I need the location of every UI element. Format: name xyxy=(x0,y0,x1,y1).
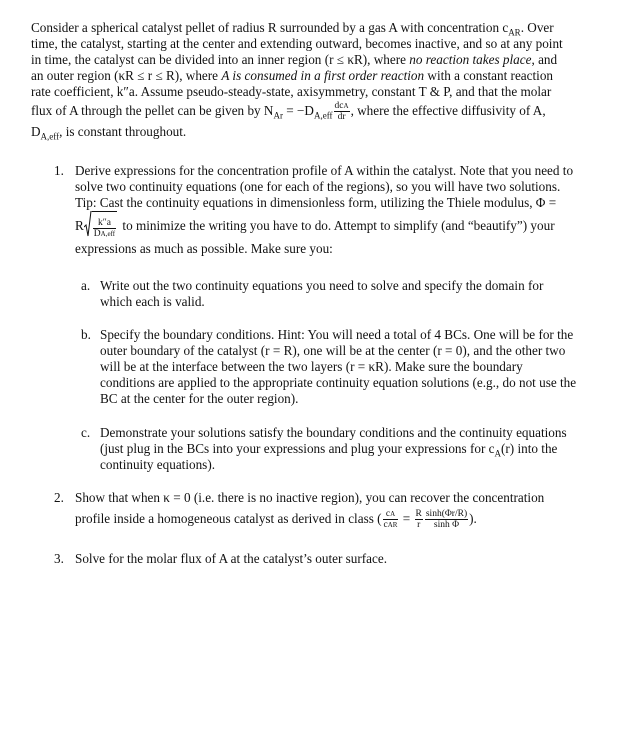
question-body xyxy=(75,490,609,532)
subquestion-line xyxy=(100,375,610,391)
intro-line xyxy=(31,36,609,52)
subquestion-letter: b. xyxy=(81,327,91,342)
question-text: to minimize the writing you have to do. Attempt to simplify (and “beautify”) your xyxy=(119,218,555,233)
question-2 xyxy=(54,490,614,532)
intro-line xyxy=(31,68,609,84)
subquestion-line xyxy=(100,278,610,294)
fraction-denominator xyxy=(93,229,116,239)
question-1a xyxy=(81,278,611,310)
question-line xyxy=(75,179,609,195)
question-1c xyxy=(81,425,611,473)
intro-emphasis: A is consumed in a first order reaction xyxy=(221,68,425,83)
question-text: Derive expressions for the concentration profile of A within the catalyst. Note that you need to xyxy=(75,163,574,178)
question-text: Tip: Cast the continuity equations in dimensionless form, utilizing the Thiele modulus, Φ = xyxy=(75,195,557,210)
question-line xyxy=(75,490,609,506)
question-text: ). xyxy=(469,511,477,526)
numerator-text: dc xyxy=(334,101,344,112)
subquestion-line xyxy=(100,457,610,473)
subquestion-body xyxy=(100,425,610,473)
fraction-numerator: R xyxy=(415,509,422,520)
intro-line-flux-equation xyxy=(31,100,609,124)
intro-text: an outer region (κR ≤ r ≤ R), where xyxy=(31,68,222,83)
intro-emphasis: no reaction takes place xyxy=(409,52,532,67)
question-text: Show that when κ = 0 (i.e. there is no inactive region), you can recover the concentration xyxy=(75,490,545,505)
intro-line xyxy=(31,52,609,68)
subquestion-text: outer boundary of the catalyst (r = R), one will be at the center (r = 0), and the other two xyxy=(100,343,566,358)
subquestion-line xyxy=(100,425,610,441)
question-line xyxy=(75,163,609,179)
question-line xyxy=(75,241,609,257)
fraction-numerator: k″a xyxy=(93,218,116,229)
intro-text: , where the effective diffusivity of A, xyxy=(350,103,546,118)
fraction-numerator xyxy=(334,101,350,112)
subquestion-line xyxy=(100,441,610,457)
fraction-numerator: sinh(Φr/R) xyxy=(425,509,468,520)
subquestion-body xyxy=(100,327,610,407)
subquestion-text: continuity equations). xyxy=(100,457,216,472)
question-body xyxy=(75,551,609,567)
homogeneous-profile-line xyxy=(75,506,609,532)
subscript: A,eff xyxy=(40,131,60,142)
question-text: profile inside a homogeneous catalyst as derived in class ( xyxy=(75,511,382,526)
intro-line xyxy=(31,84,609,100)
intro-text: . Over xyxy=(520,20,554,35)
fraction-denominator: sinh Φ xyxy=(433,520,460,531)
subquestion-letter: c. xyxy=(81,425,91,440)
intro-text: , and xyxy=(531,52,558,67)
problem-introduction xyxy=(31,20,609,140)
subscript: A,eff xyxy=(100,229,116,238)
question-line xyxy=(75,195,609,211)
intro-text: , is constant throughout. xyxy=(59,124,187,139)
intro-text: with a constant reaction xyxy=(424,68,554,83)
top-edge-divider xyxy=(0,0,639,4)
question-line xyxy=(75,551,609,567)
intro-line xyxy=(31,124,609,140)
subquestion-line xyxy=(100,391,610,407)
subscript: AR xyxy=(508,27,521,38)
fraction-denominator: dr xyxy=(337,112,346,123)
subquestion-letter: a. xyxy=(81,278,91,293)
question-1b xyxy=(81,327,611,407)
fraction-denominator: r xyxy=(417,520,421,531)
subquestion-text: conditions are applied to the appropriate continuity equation solutions (e.g., do not use the xyxy=(100,375,577,390)
fraction-numerator xyxy=(383,509,399,520)
subquestion-line xyxy=(100,343,610,359)
radicand xyxy=(92,211,117,242)
intro-text: Consider a spherical catalyst pellet of radius R surrounded by a gas A with concentration c xyxy=(31,20,509,35)
intro-text: D xyxy=(31,124,41,139)
subquestion-text: (just plug in the BCs into your expressions and plug your expressions for c xyxy=(100,441,495,456)
intro-text: rate coefficient, k″a. Assume pseudo-steady-state, axisymmetry, constant T & P, and that the molar xyxy=(31,84,552,99)
question-text: Solve for the molar flux of A at the catalyst’s outer surface. xyxy=(75,551,388,566)
radius-ratio-fraction xyxy=(415,509,423,530)
subscript: AR xyxy=(387,521,398,530)
fraction-denominator xyxy=(383,520,399,530)
question-text: R xyxy=(75,218,84,233)
sinh-ratio-fraction xyxy=(425,509,468,530)
subquestion-text: Write out the two continuity equations you need to solve and specify the domain for xyxy=(100,278,544,293)
subscript: A xyxy=(390,510,396,519)
thiele-fraction xyxy=(93,218,116,239)
subquestion-text: will be at the interface between the two layers (r = κR). Make sure the boundary xyxy=(100,359,523,374)
thiele-modulus-line xyxy=(75,211,609,241)
radical-sign-icon xyxy=(84,211,92,237)
denominator-text: c xyxy=(383,520,388,531)
question-3 xyxy=(54,551,614,567)
question-text: expressions as much as possible. Make sure you: xyxy=(75,241,333,256)
question-number: 1. xyxy=(54,163,64,178)
subquestion-body xyxy=(100,278,610,310)
concentration-ratio-fraction xyxy=(383,509,399,530)
subquestion-text: which each is valid. xyxy=(100,294,205,309)
intro-text: time, the catalyst, starting at the center and extending outward, becomes inactive, and so at any point xyxy=(31,36,563,51)
subscript: A xyxy=(494,448,501,459)
subquestion-line xyxy=(100,359,610,375)
intro-text: = −D xyxy=(282,103,314,118)
subquestion-line xyxy=(100,294,610,310)
question-number: 3. xyxy=(54,551,64,566)
equals-sign: = xyxy=(399,511,414,526)
flux-fraction xyxy=(334,101,350,122)
subquestion-text: BC at the center for the outer region). xyxy=(100,391,299,406)
subscript: A,eff xyxy=(313,110,333,121)
question-body xyxy=(75,163,609,257)
subquestion-text: Demonstrate your solutions satisfy the boundary conditions and the continuity equations xyxy=(100,425,567,440)
question-number: 2. xyxy=(54,490,64,505)
intro-text: flux of A through the pellet can be given by N xyxy=(31,103,274,118)
subscript: Ar xyxy=(273,110,283,121)
intro-line xyxy=(31,20,609,36)
subscript: A xyxy=(343,102,349,111)
question-1 xyxy=(54,163,614,257)
question-text: solve two continuity equations (one for each of the regions), so you will have two solutions. xyxy=(75,179,561,194)
numerator-text: c xyxy=(385,509,391,520)
square-root xyxy=(84,211,117,242)
subquestion-text: (r) into the xyxy=(501,441,558,456)
denominator-text: D xyxy=(93,228,101,239)
subquestion-line xyxy=(100,327,610,343)
intro-text: in time, the catalyst can be divided into an inner region (r ≤ κR), where xyxy=(31,52,410,67)
subquestion-text: Specify the boundary conditions. Hint: You will need a total of 4 BCs. One will be for the xyxy=(100,327,574,342)
